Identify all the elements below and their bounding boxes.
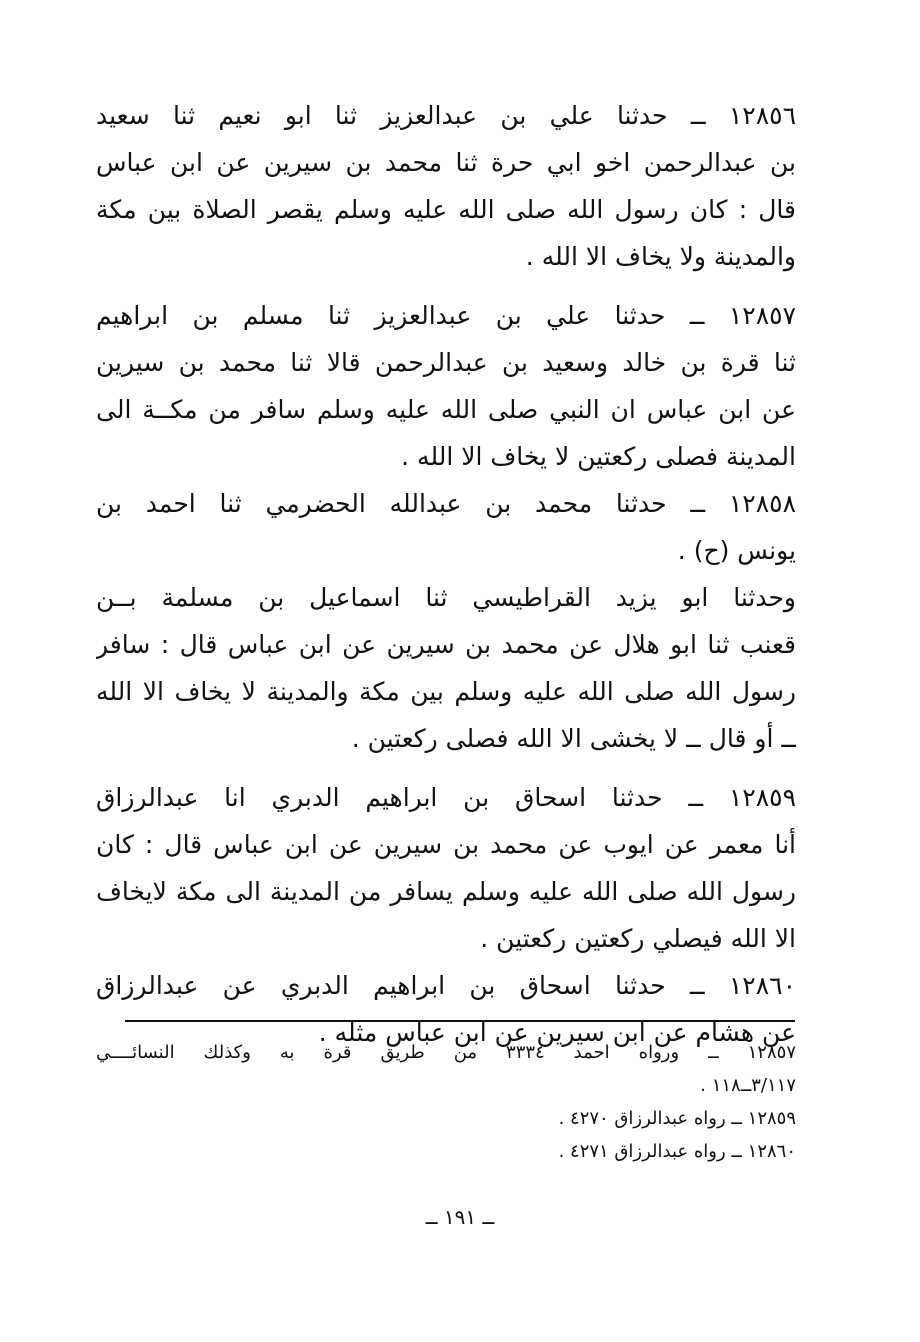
text-line: رسول الله صلى الله عليه وسلم بين مكة والمدينة لا يخاف الا الله [96, 677, 796, 706]
text-line: عن هشام عن ابن سيرين عن ابن عباس مثله . [318, 1018, 796, 1047]
footnote-line: ١٢٨٥٧ ــ ورواه احمد ٣٣٣٤ من طريق قرة به وكذلك النسائــــي [96, 1042, 796, 1063]
text-line: الا الله فيصلي ركعتين ركعتين . [480, 924, 796, 953]
footnote-line: ١٢٨٥٩ ــ رواه عبدالرزاق ٤٢٧٠ . [558, 1108, 796, 1129]
footnote-divider [125, 1020, 795, 1022]
hadith-12859 [96, 774, 796, 962]
text-line: يونس (ح) . [677, 536, 796, 565]
text-line: أنا معمر عن ايوب عن محمد بن سيرين عن ابن عباس قال : كان [96, 830, 796, 859]
text-line: رسول الله صلى الله عليه وسلم يسافر من المدينة الى مكة لايخاف [96, 877, 796, 906]
text-line: ــ أو قال ــ لا يخشى الا الله فصلى ركعتين . [351, 724, 796, 753]
hadith-12858 [96, 480, 796, 574]
footnote-line: ١٢٨٦٠ ــ رواه عبدالرزاق ٤٢٧١ . [558, 1141, 796, 1162]
text-line: ثنا قرة بن خالد وسعيد بن عبدالرحمن قالا ثنا محمد بن سيرين [96, 348, 796, 377]
text-line: ١٢٨٦٠ ــ حدثنا اسحاق بن ابراهيم الدبري عن عبدالرزاق [96, 971, 796, 1000]
text-line: ١٢٨٥٨ ــ حدثنا محمد بن عبدالله الحضرمي ثنا احمد بن [96, 489, 796, 518]
text-line: المدينة فصلى ركعتين لا يخاف الا الله . [401, 442, 796, 471]
text-line: ١٢٨٥٧ ــ حدثنا علي بن عبدالعزيز ثنا مسلم بن ابراهيم [96, 301, 796, 330]
hadith-12856 [96, 92, 796, 280]
hadith-12858-continued [96, 574, 796, 762]
text-line: بن عبدالرحمن اخو ابي حرة ثنا محمد بن سيرين عن ابن عباس [96, 148, 796, 177]
footnote-line: ٣/١١٧ــ١١٨ . [700, 1075, 796, 1096]
text-line: والمدينة ولا يخاف الا الله . [525, 242, 796, 271]
text-line: ١٢٨٥٩ ــ حدثنا اسحاق بن ابراهيم الدبري انا عبدالرزاق [96, 783, 796, 812]
text-line: ١٢٨٥٦ ــ حدثنا علي بن عبدالعزيز ثنا ابو نعيم ثنا سعيد [96, 101, 796, 130]
footnotes [96, 1036, 796, 1168]
text-line: وحدثنا ابو يزيد القراطيسي ثنا اسماعيل بن مسلمة بــن [96, 583, 796, 612]
main-text [96, 92, 796, 1056]
page-number: ــ ١٩١ ــ [425, 1205, 495, 1229]
text-line: قال : كان رسول الله صلى الله عليه وسلم يقصر الصلاة بين مكة [96, 195, 796, 224]
text-line: قعنب ثنا ابو هلال عن محمد بن سيرين عن ابن عباس قال : سافر [96, 630, 796, 659]
hadith-12857 [96, 292, 796, 480]
text-line: عن ابن عباس ان النبي صلى الله عليه وسلم سافر من مكــة الى [96, 395, 796, 424]
